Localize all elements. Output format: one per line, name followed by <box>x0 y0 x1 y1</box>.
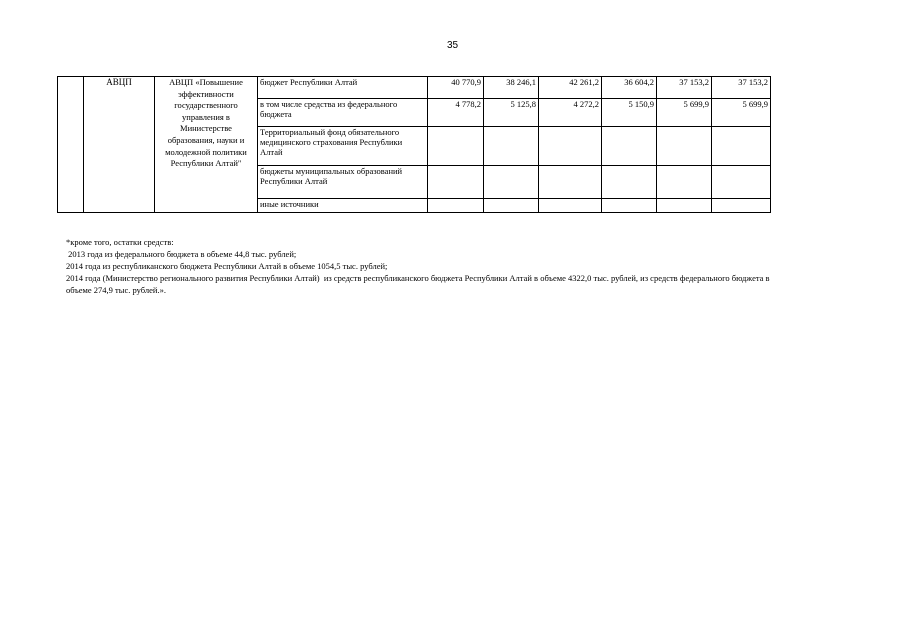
source-cell: иные источники <box>258 199 428 213</box>
value-cell <box>539 166 602 199</box>
source-cell: бюджеты муниципальных образований Республики Алтай <box>258 166 428 199</box>
value-cell: 36 604,2 <box>602 77 657 99</box>
value-cell <box>657 166 712 199</box>
value-cell <box>428 199 484 213</box>
value-cell: 5 150,9 <box>602 99 657 127</box>
funding-table <box>57 76 771 213</box>
table-row <box>58 77 771 99</box>
value-cell: 4 272,2 <box>539 99 602 127</box>
value-cell <box>539 127 602 166</box>
source-cell: в том числе средства из федерального бюджета <box>258 99 428 127</box>
value-cell: 37 153,2 <box>657 77 712 99</box>
value-cell <box>712 166 771 199</box>
value-cell: 38 246,1 <box>484 77 539 99</box>
value-cell <box>428 166 484 199</box>
footnote-line: *кроме того, остатки средств: <box>66 237 174 247</box>
value-cell: 42 261,2 <box>539 77 602 99</box>
footnote-line: 2014 года из республиканского бюджета Республики Алтай в объеме 1054,5 тыс. рублей; <box>66 261 388 271</box>
value-cell: 5 699,9 <box>657 99 712 127</box>
value-cell <box>602 166 657 199</box>
value-cell <box>539 199 602 213</box>
value-cell: 37 153,2 <box>712 77 771 99</box>
source-cell: Территориальный фонд обязательного медицинского страхования Республики Алтай <box>258 127 428 166</box>
value-cell <box>712 199 771 213</box>
program-name-cell: АВЦП «Повышение эффективности государственного управления в Министерстве образования, науки и молодежной политики Республики Алтай" <box>155 77 258 213</box>
source-cell: бюджет Республики Алтай <box>258 77 428 99</box>
value-cell <box>484 166 539 199</box>
value-cell <box>484 199 539 213</box>
row-type-cell: АВЦП <box>84 77 155 213</box>
value-cell <box>602 199 657 213</box>
page-number: 35 <box>446 40 459 51</box>
value-cell <box>712 127 771 166</box>
footnote-line: 2013 года из федерального бюджета в объеме 44,8 тыс. рублей; <box>66 249 297 259</box>
value-cell: 40 770,9 <box>428 77 484 99</box>
value-cell <box>428 127 484 166</box>
value-cell <box>657 199 712 213</box>
value-cell: 5 699,9 <box>712 99 771 127</box>
value-cell <box>657 127 712 166</box>
empty-cell <box>58 77 84 213</box>
footnote <box>66 236 786 296</box>
value-cell <box>484 127 539 166</box>
value-cell: 4 778,2 <box>428 99 484 127</box>
value-cell <box>602 127 657 166</box>
value-cell: 5 125,8 <box>484 99 539 127</box>
footnote-line: 2014 года (Министерство регионального развития Республики Алтай) из средств республиканского бюджета Республики Алтай в объеме 4322,0 тыс. рублей, из средств федерального бюджета в объеме 274,9 тыс. рублей.». <box>66 273 772 295</box>
